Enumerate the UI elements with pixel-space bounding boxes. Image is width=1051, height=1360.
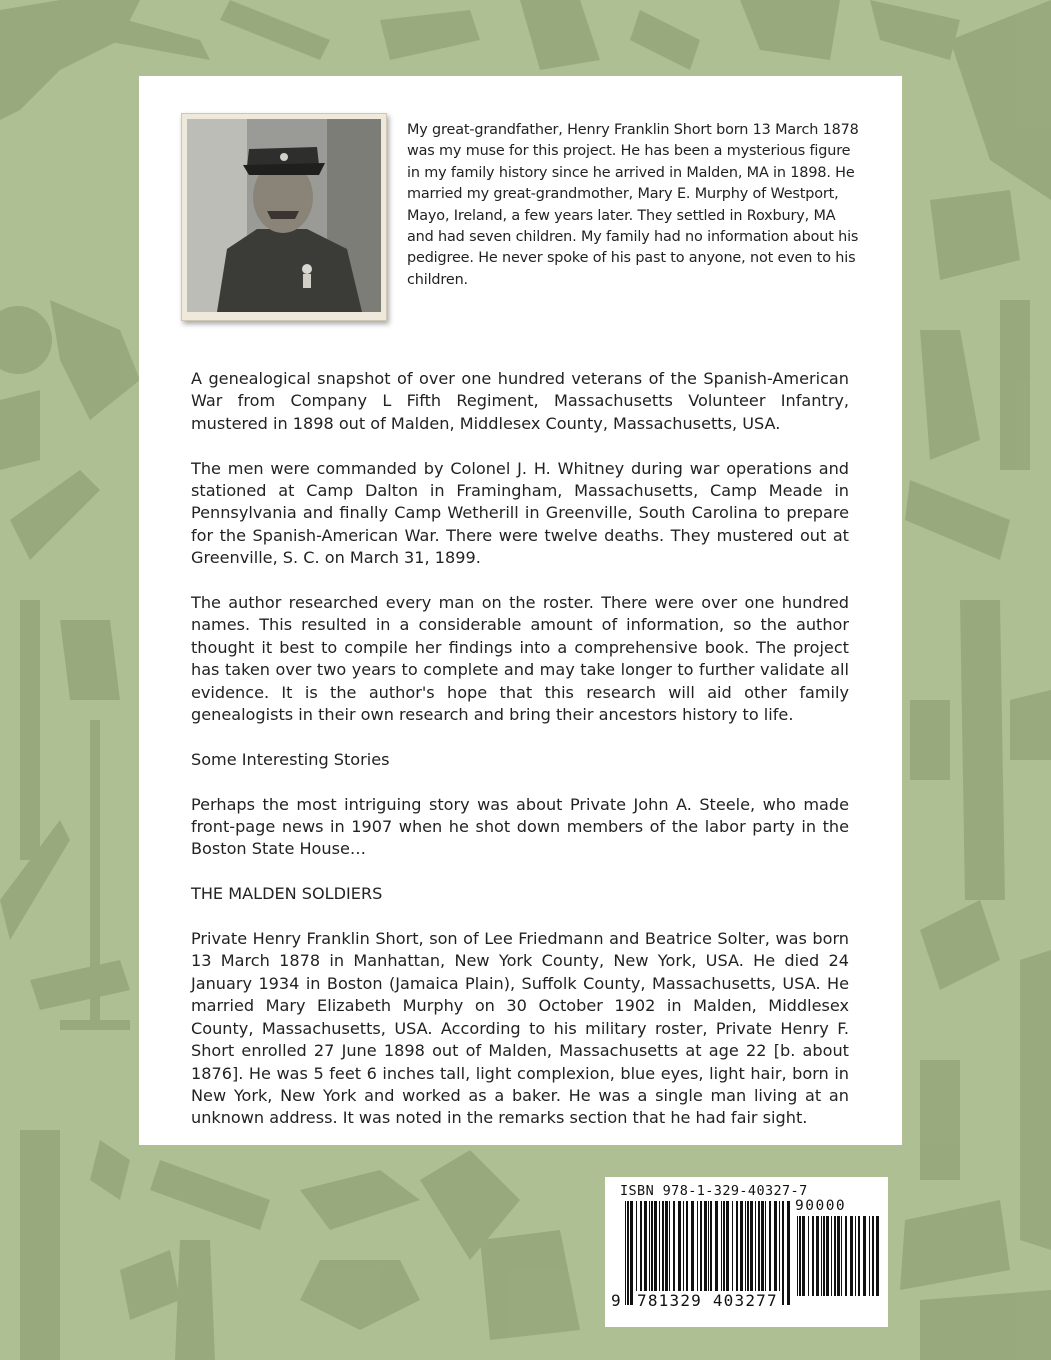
barcode-bar bbox=[769, 1201, 771, 1305]
barcode-bar bbox=[755, 1201, 756, 1305]
body-text bbox=[191, 368, 849, 1152]
barcode-bar bbox=[799, 1216, 801, 1296]
barcode-bar bbox=[678, 1201, 681, 1305]
barcode-bar bbox=[649, 1201, 650, 1305]
soldier-portrait-photo bbox=[187, 119, 381, 312]
ean-barcode-bars bbox=[625, 1201, 795, 1305]
barcode-bar bbox=[683, 1201, 684, 1305]
barcode-bar bbox=[834, 1216, 836, 1296]
barcode-bar bbox=[708, 1201, 709, 1305]
barcode-bar bbox=[826, 1216, 829, 1296]
barcode-bar bbox=[673, 1201, 675, 1305]
barcode-bar bbox=[627, 1201, 629, 1305]
barcode-bar bbox=[654, 1201, 657, 1305]
henry-short-paragraph: Private Henry Franklin Short, son of Lee Friedmann and Beatrice Solter, was born 13 March 1878 in Manhattan, New York County, New York, USA. He died 24 January 1934 in Boston (Jamaica Plain), Suffolk County, Massachusetts, USA. He married Mary Elizabeth Murphy on 30 October 1902 in Malden, Middlesex County, Massachusetts, USA. According to his military roster, Private Henry F. Short enrolled 27 June 1898 out of Malden, Massachusetts at age 22 [b. about 1876]. He was 5 feet 6 inches tall, light complexion, blue eyes, light hair, born in New York, New York and worked as a baker. He was a single man living at an unknown address. It was noted in the remarks section that he had fair sight. bbox=[191, 929, 849, 1128]
barcode-bar bbox=[841, 1216, 842, 1296]
barcode-bar bbox=[625, 1201, 626, 1305]
barcode-bar bbox=[745, 1201, 746, 1305]
barcode-bar bbox=[758, 1201, 760, 1305]
barcode-bar bbox=[715, 1201, 718, 1305]
barcode-digits: 781329 403277 bbox=[637, 1291, 778, 1310]
intro-paragraph: My great-grandfather, Henry Franklin Short born 13 March 1878 was my muse for this project. He has been a mysterious figure in my family history since he arrived in Malden, MA in 1898. He married my great-grandmother, Mary E. Murphy of Westport, Mayo, Ireland, a few years later. They settled in Roxbury, MA and had seven children. My family had no information about his pedigree. He never spoke of his past to anyone, not even to his children. bbox=[407, 122, 859, 288]
barcode-bar bbox=[863, 1216, 866, 1296]
barcode-bar bbox=[779, 1201, 780, 1305]
summary-paragraph: A genealogical snapshot of over one hundred veterans of the Spanish-American War from Company L Fifth Regiment, Massachusetts Volunteer Infantry, mustered in 1898 out of Malden, Middlesex County, Massachusetts, USA. bbox=[191, 369, 849, 433]
stories-heading: Some Interesting Stories bbox=[191, 749, 390, 769]
barcode-bar bbox=[850, 1216, 853, 1296]
barcode-bar bbox=[740, 1201, 743, 1305]
barcode-bar bbox=[808, 1216, 809, 1296]
barcode-bar bbox=[723, 1201, 725, 1305]
barcode-bar bbox=[726, 1201, 729, 1305]
barcode-bar bbox=[697, 1201, 698, 1305]
isbn-label: ISBN 978-1-329-40327-7 bbox=[620, 1183, 808, 1199]
barcode-bar bbox=[700, 1201, 702, 1305]
barcode-bar bbox=[837, 1216, 840, 1296]
barcode-bar bbox=[876, 1216, 879, 1296]
malden-soldiers-heading: THE MALDEN SOLDIERS bbox=[191, 884, 383, 904]
barcode-bar bbox=[747, 1201, 749, 1305]
barcode-bar bbox=[761, 1201, 764, 1305]
stories-paragraph: Perhaps the most intriguing story was about Private John A. Steele, who made front-page news in 1907 when he shot down members of the labor party in the Boston State House… bbox=[191, 794, 849, 859]
regiment-paragraph: The men were commanded by Colonel J. H. Whitney during war operations and stationed at Camp Dalton in Framingham, Massachusetts, Camp Meade in Pennsylvania and finally Camp Wetherill in Greenville, South Carolina to prepare for the Spanish-American War. There were twelve deaths. They mustered out at Greenville, S. C. on March 31, 1899. bbox=[191, 458, 849, 568]
content-panel bbox=[139, 76, 902, 1145]
barcode-bar bbox=[774, 1201, 777, 1305]
barcode-bar bbox=[662, 1201, 664, 1305]
barcode-bar bbox=[721, 1201, 722, 1305]
research-paragraph: The author researched every man on the roster. There were over one hundred names. This resulted in a considerable amount of information, so the author thought it best to compile her findings into a comprehensive book. The project has taken over two years to complete and may take longer to further validate all evidence. It is the author's hope that this research will aid other family genealogists in their own research and bring their ancestors history to life. bbox=[191, 593, 849, 725]
barcode-bar bbox=[640, 1201, 642, 1305]
barcode-bar bbox=[659, 1201, 660, 1305]
barcode-bar bbox=[651, 1201, 653, 1305]
barcode-bar bbox=[665, 1201, 668, 1305]
barcode-bar bbox=[872, 1216, 874, 1296]
barcode-bar bbox=[669, 1201, 670, 1305]
barcode-bar bbox=[736, 1201, 738, 1305]
barcode-bar bbox=[750, 1201, 753, 1305]
barcode-bar bbox=[855, 1216, 856, 1296]
barcode-bar bbox=[816, 1216, 819, 1296]
barcode-bar bbox=[787, 1201, 790, 1305]
isbn-barcode bbox=[605, 1177, 888, 1327]
barcode-bar bbox=[831, 1216, 832, 1296]
barcode-bar bbox=[845, 1216, 847, 1296]
barcode-bar bbox=[644, 1201, 647, 1305]
barcode-bar bbox=[710, 1201, 712, 1305]
barcode-bar bbox=[823, 1216, 825, 1296]
barcode-bar bbox=[858, 1216, 860, 1296]
price-code: 90000 bbox=[795, 1198, 847, 1214]
barcode-bar bbox=[732, 1201, 733, 1305]
barcode-bar bbox=[821, 1216, 822, 1296]
barcode-bar bbox=[630, 1201, 633, 1305]
barcode-first-digit: 9 bbox=[611, 1291, 621, 1310]
barcode-bar bbox=[704, 1201, 707, 1305]
barcode-bar bbox=[802, 1216, 805, 1296]
barcode-bar bbox=[782, 1201, 784, 1305]
barcode-bar bbox=[812, 1216, 814, 1296]
barcode-bar bbox=[797, 1216, 798, 1296]
barcode-bar bbox=[765, 1201, 766, 1305]
barcode-bar bbox=[869, 1216, 870, 1296]
barcode-bar bbox=[636, 1201, 637, 1305]
portrait-photo-frame bbox=[181, 113, 387, 321]
barcode-bar bbox=[691, 1201, 694, 1305]
barcode-bar bbox=[686, 1201, 688, 1305]
addon-barcode-bars bbox=[797, 1216, 881, 1296]
